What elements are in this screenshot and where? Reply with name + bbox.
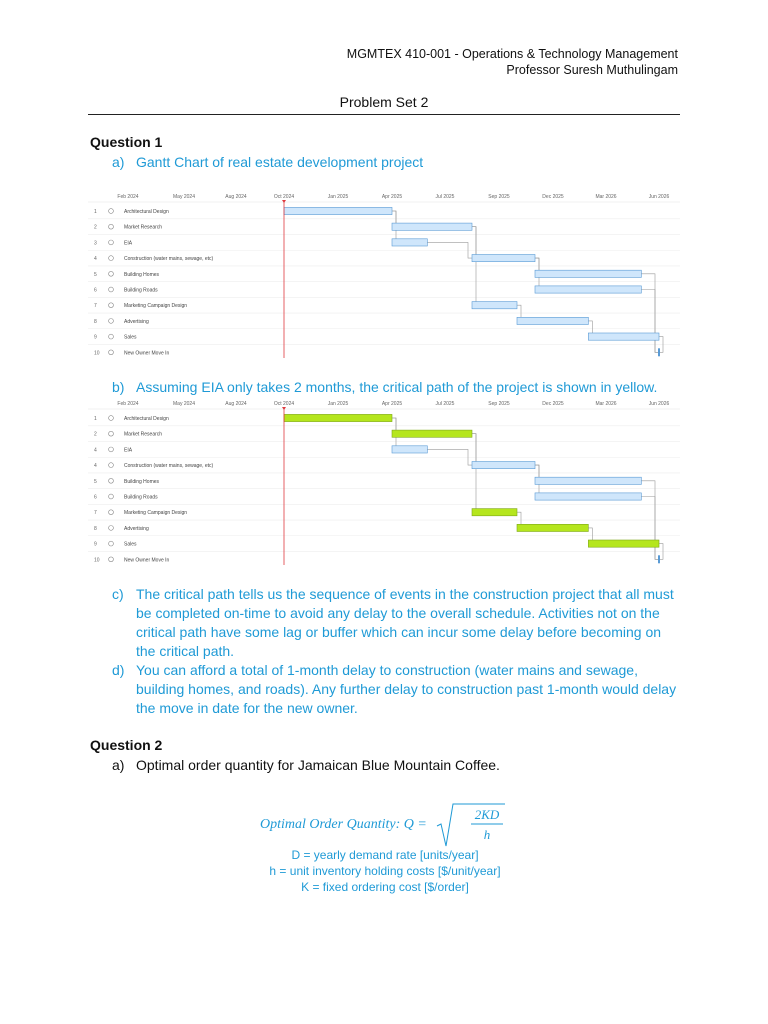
task-number: 5 xyxy=(94,271,97,278)
task-checkbox xyxy=(109,416,114,421)
q1-item-c-label: c) xyxy=(112,586,124,602)
task-checkbox xyxy=(109,303,114,308)
task-number: 1 xyxy=(94,416,97,422)
gantt-chart-b xyxy=(88,397,680,565)
timeline-label: Jul 2025 xyxy=(435,401,455,407)
dependency-link xyxy=(472,434,476,465)
task-checkbox xyxy=(109,350,114,355)
timeline-label: Mar 2026 xyxy=(595,401,617,407)
task-number: 10 xyxy=(94,557,100,564)
q1-item-a-label: a) xyxy=(112,154,125,170)
task-bar xyxy=(517,317,588,324)
task-checkbox xyxy=(109,319,114,324)
task-checkbox xyxy=(109,224,114,229)
task-number: 4 xyxy=(94,256,97,263)
timeline-label: Feb 2024 xyxy=(117,194,139,200)
task-bar xyxy=(472,462,535,469)
task-bar xyxy=(392,430,472,437)
gantt-chart-a xyxy=(88,190,680,358)
timeline-label: Jun 2026 xyxy=(648,401,670,407)
q1-item-c-text: The critical path tells us the sequence of events in the construction project that all must be completed on-time to avoid any delay to the overall schedule. Activities not on the critical path have some lag or buffer which can incur some delay before becoming on the critical path. xyxy=(136,586,674,659)
task-bar xyxy=(535,477,641,484)
task-number: 1 xyxy=(94,209,97,215)
timeline-label: Sep 2025 xyxy=(488,194,510,200)
task-name: Sales xyxy=(124,541,137,548)
formula-numerator: 2KD xyxy=(474,807,500,822)
task-number: 2 xyxy=(94,431,97,438)
dependency-link xyxy=(472,227,476,258)
task-checkbox xyxy=(109,271,114,276)
formula-lhs: Optimal Order Quantity: Q = xyxy=(260,817,427,832)
definition-k: K = fixed ordering cost [$/order] xyxy=(301,880,469,894)
q1-item-b-text: Assuming EIA only takes 2 months, the critical path of the project is shown in yellow. xyxy=(136,379,658,395)
task-number: 6 xyxy=(94,494,97,501)
milestone-marker xyxy=(658,555,660,563)
q2-item-a-label: a) xyxy=(112,757,125,773)
task-name: Sales xyxy=(124,334,137,341)
timeline-label: Feb 2024 xyxy=(117,401,139,407)
timeline-label: Mar 2026 xyxy=(595,194,617,200)
timeline-label: Jul 2025 xyxy=(435,194,455,200)
task-number: 8 xyxy=(94,525,97,532)
task-bar xyxy=(588,540,659,547)
document-title: Problem Set 2 xyxy=(339,94,429,110)
task-name: Building Roads xyxy=(124,494,158,501)
task-bar xyxy=(517,524,588,531)
task-bar xyxy=(284,414,392,421)
question-2-heading: Question 2 xyxy=(90,737,163,753)
task-name: EIA xyxy=(124,240,133,247)
task-name: Marketing Campaign Design xyxy=(124,510,188,517)
timeline-label: Apr 2025 xyxy=(381,401,403,407)
task-name: Architectural Design xyxy=(124,416,169,422)
task-checkbox xyxy=(109,541,114,546)
task-name: Advertising xyxy=(124,318,149,325)
task-number: 4 xyxy=(94,463,97,470)
task-bar xyxy=(472,509,517,516)
task-bar xyxy=(392,223,472,230)
task-bar xyxy=(284,207,392,214)
course-title: MGMTEX 410-001 - Operations & Technology Management xyxy=(346,47,678,61)
q2-item-a-text: Optimal order quantity for Jamaican Blue Mountain Coffee. xyxy=(136,757,500,773)
task-bar xyxy=(472,255,535,262)
task-bar xyxy=(392,446,427,453)
q1-item-d-text: You can afford a total of 1-month delay to construction (water mains and sewage, building homes, and roads). Any further delay to construction past 1-month would delay the move in date for the new owner. xyxy=(136,662,677,716)
task-checkbox xyxy=(109,463,114,468)
task-name: Market Research xyxy=(124,224,163,231)
task-checkbox xyxy=(109,557,114,562)
task-name: EIA xyxy=(124,447,133,454)
task-name: Advertising xyxy=(124,525,149,532)
task-checkbox xyxy=(109,478,114,483)
q1-item-a-text: Gantt Chart of real estate development project xyxy=(136,154,424,170)
task-bar xyxy=(392,239,427,246)
task-number: 8 xyxy=(94,318,97,325)
task-number: 4 xyxy=(94,447,97,454)
task-name: New Owner Move In xyxy=(124,557,170,564)
task-name: Construction (water mains, sewage, etc) xyxy=(124,256,214,263)
task-checkbox xyxy=(109,447,114,452)
eoq-formula xyxy=(255,800,525,850)
task-checkbox xyxy=(109,209,114,214)
task-bar xyxy=(535,286,641,293)
task-number: 2 xyxy=(94,224,97,231)
task-name: Building Roads xyxy=(124,287,158,294)
q1-item-b-label: b) xyxy=(112,379,125,395)
title-rule xyxy=(88,114,680,115)
professor-name: Professor Suresh Muthulingam xyxy=(506,63,678,77)
task-number: 7 xyxy=(94,510,97,517)
task-bar xyxy=(535,270,641,277)
task-checkbox xyxy=(109,256,114,261)
task-checkbox xyxy=(109,494,114,499)
milestone-marker xyxy=(658,348,660,356)
task-bar xyxy=(535,493,641,500)
timeline-label: Oct 2024 xyxy=(273,401,295,407)
timeline-label: Aug 2024 xyxy=(225,194,247,200)
task-bar xyxy=(588,333,659,340)
timeline-label: Sep 2025 xyxy=(488,401,510,407)
dependency-link xyxy=(641,497,659,560)
dependency-link xyxy=(641,290,659,353)
task-checkbox xyxy=(109,431,114,436)
timeline-label: Oct 2024 xyxy=(273,194,295,200)
timeline-label: May 2024 xyxy=(173,401,195,407)
task-name: Marketing Campaign Design xyxy=(124,303,188,310)
task-name: Construction (water mains, sewage, etc) xyxy=(124,463,214,470)
question-1-heading: Question 1 xyxy=(90,134,163,150)
task-number: 9 xyxy=(94,541,97,548)
timeline-label: Dec 2025 xyxy=(542,401,564,407)
today-marker xyxy=(282,407,286,410)
task-number: 9 xyxy=(94,334,97,341)
timeline-label: May 2024 xyxy=(173,194,195,200)
task-checkbox xyxy=(109,287,114,292)
task-number: 6 xyxy=(94,287,97,294)
today-marker xyxy=(282,200,286,203)
task-checkbox xyxy=(109,526,114,531)
task-number: 10 xyxy=(94,350,100,357)
task-checkbox xyxy=(109,240,114,245)
definition-d: D = yearly demand rate [units/year] xyxy=(291,848,479,862)
timeline-label: Jan 2025 xyxy=(327,194,349,200)
task-name: New Owner Move In xyxy=(124,350,170,357)
task-checkbox xyxy=(109,510,114,515)
definition-h: h = unit inventory holding costs [$/unit/year] xyxy=(269,864,501,878)
task-name: Market Research xyxy=(124,431,163,438)
task-number: 7 xyxy=(94,303,97,310)
task-name: Building Homes xyxy=(124,478,160,485)
task-checkbox xyxy=(109,334,114,339)
timeline-label: Dec 2025 xyxy=(542,194,564,200)
timeline-label: Jun 2026 xyxy=(648,194,670,200)
task-number: 5 xyxy=(94,478,97,485)
timeline-label: Apr 2025 xyxy=(381,194,403,200)
task-bar xyxy=(472,302,517,309)
q1-item-d-label: d) xyxy=(112,662,125,678)
task-name: Building Homes xyxy=(124,271,160,278)
formula-denominator: h xyxy=(483,827,491,842)
timeline-label: Aug 2024 xyxy=(225,401,247,407)
task-name: Architectural Design xyxy=(124,209,169,215)
timeline-label: Jan 2025 xyxy=(327,401,349,407)
task-number: 3 xyxy=(94,240,97,247)
